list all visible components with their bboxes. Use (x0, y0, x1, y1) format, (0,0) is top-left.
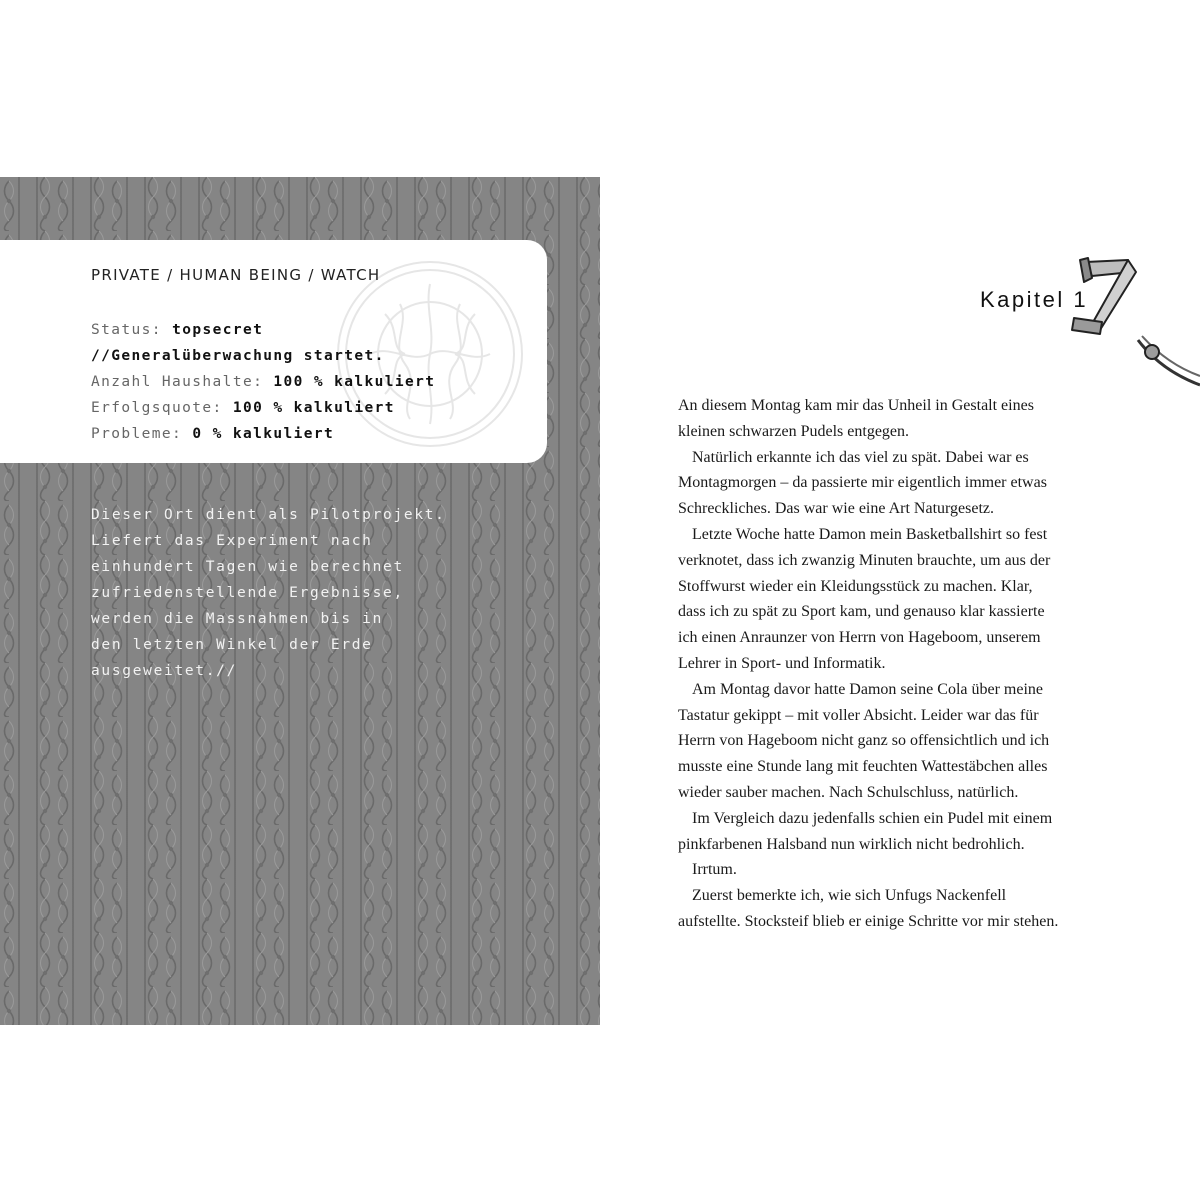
success-rate-value: 100 % kalkuliert (232, 400, 395, 416)
body-line: musste eine Stunde lang mit feuchten Wattestäbchen alles (678, 758, 1048, 776)
body-line: Natürlich erkannte ich das viel zu spät. Dabei war es (692, 448, 1029, 466)
problems-label: Probleme: (91, 426, 183, 442)
households-label: Anzahl Haushalte: (91, 374, 264, 390)
households-value: 100 % kalkuliert (273, 374, 436, 390)
status-value: topsecret (172, 322, 264, 338)
intro-line: Dieser Ort dient als Pilotprojekt. (91, 507, 446, 523)
body-line: Herrn von Hageboom nicht ganz so offensichtlich und ich (678, 732, 1050, 750)
success-rate-label: Erfolgsquote: (91, 400, 223, 416)
intro-line: einhundert Tagen wie berechnet (91, 559, 404, 575)
body-line: Montagmorgen – da passierte mir eigentlich immer etwas (678, 474, 1047, 492)
problems-value: 0 % kalkuliert (192, 426, 335, 442)
intro-line: zufriedenstellende Ergebnisse, (91, 585, 404, 601)
body-line: wieder sauber machen. Nach Schulschluss, natürlich. (678, 783, 1019, 801)
body-line: Schreckliches. Das war wie eine Art Naturgesetz. (678, 500, 995, 518)
intro-paragraph (91, 502, 561, 684)
body-line: Letzte Woche hatte Damon mein Basketballshirt so fest (692, 525, 1048, 543)
left-page (0, 177, 600, 1025)
body-line: Tastatur gekippt – mit voller Absicht. Leider war das für (678, 706, 1039, 724)
body-line: verknotet, dass ich zwanzig Minuten brauchte, um aus der (678, 551, 1051, 569)
body-line: ich einen Anraunzer von Herrn von Hageboom, unserem (678, 629, 1041, 647)
body-line: Stoffwurst wieder ein Kleidungsstück zu machen. Klar, (678, 577, 1033, 595)
body-line: Irrtum. (692, 861, 737, 879)
body-line: An diesem Montag kam mir das Unheil in Gestalt eines (678, 397, 1034, 414)
body-line: kleinen schwarzen Pudels entgegen. (678, 422, 910, 440)
body-line: pinkfarbenen Halsband nun wirklich nicht bedrohlich. (678, 835, 1025, 853)
body-line: Lehrer in Sport- und Informatik. (678, 654, 886, 672)
body-line: aufstellte. Stocksteif blieb er einige Schritte vor mir stehen. (678, 912, 1059, 930)
box-header: PRIVATE / HUMAN BEING / WATCH (91, 266, 381, 284)
chapter-body-text (678, 393, 1128, 935)
watch-clasp-illustration (1058, 250, 1200, 390)
intro-line: den letzten Winkel der Erde (91, 637, 373, 653)
status-label: Status: (91, 322, 162, 338)
surveillance-line: //Generalüberwachung startet. (91, 348, 385, 364)
classified-info-box (0, 240, 547, 463)
status-lines (91, 317, 435, 447)
intro-line: werden die Massnahmen bis in (91, 611, 384, 627)
body-line: Am Montag davor hatte Damon seine Cola über meine (692, 680, 1044, 698)
success-rate-line (91, 395, 435, 421)
intro-line: Liefert das Experiment nach (91, 533, 373, 549)
problems-line (91, 421, 435, 447)
households-line (91, 369, 435, 395)
body-line: Im Vergleich dazu jedenfalls schien ein Pudel mit einem (692, 809, 1053, 827)
body-line: Zuerst bemerkte ich, wie sich Unfugs Nackenfell (692, 887, 1007, 905)
chapter-heading: Kapitel 1 (980, 287, 1089, 312)
body-line: dass ich zu spät zu Sport kam, und genauso klar kassierte (678, 603, 1045, 621)
intro-line: ausgeweitet.// (91, 663, 238, 679)
status-line (91, 317, 435, 343)
